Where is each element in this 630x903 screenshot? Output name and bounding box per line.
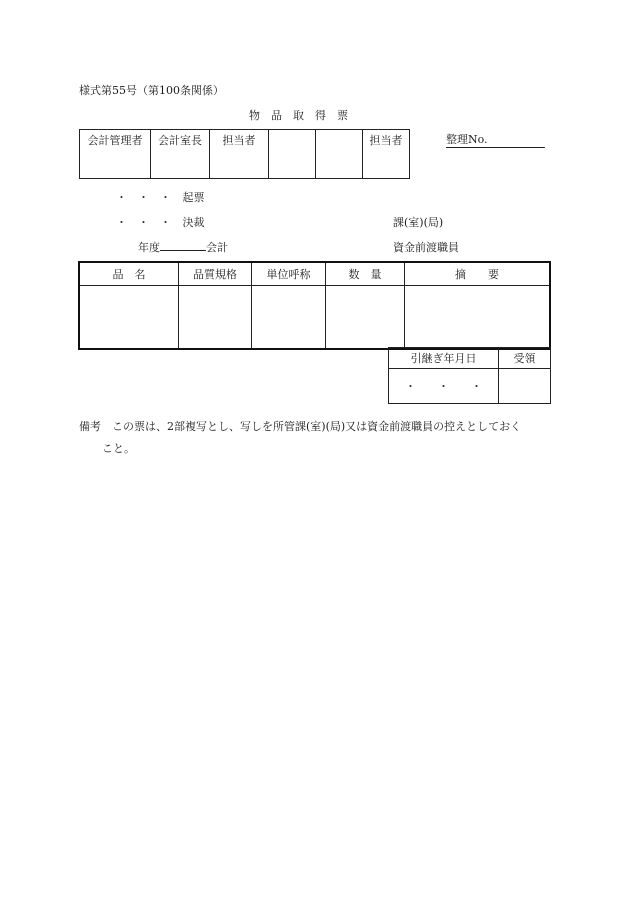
approval-box-blank-2[interactable] <box>316 130 363 179</box>
handover-date-value[interactable]: ・ ・ ・ <box>389 369 499 404</box>
header-summary: 摘 要 <box>405 262 551 286</box>
remarks-text-line2: こと。 <box>102 442 135 455</box>
cell-unit[interactable] <box>252 286 326 350</box>
header-quality-spec: 品質規格 <box>179 262 252 286</box>
cell-quality-spec[interactable] <box>179 286 252 350</box>
handover-date-label: 引継ぎ年月日 <box>389 348 499 369</box>
remarks <box>79 418 521 434</box>
fiscal-year-account-row <box>138 239 228 255</box>
fiscal-year-blank[interactable] <box>160 239 206 251</box>
cell-quantity[interactable] <box>326 286 405 350</box>
receipt-label: 受領 <box>499 348 551 369</box>
receipt-stamp-box[interactable] <box>499 369 551 404</box>
account-label: 会計 <box>206 241 228 254</box>
approval-box-blank-1[interactable] <box>269 130 316 179</box>
form-number: 様式第55号（第100条関係） <box>79 84 224 97</box>
advance-officer-label: 資金前渡職員 <box>393 241 459 254</box>
approval-box-person-in-charge-1[interactable]: 担当者 <box>210 130 269 179</box>
cell-summary[interactable] <box>405 286 551 350</box>
handover-table <box>388 347 551 404</box>
issue-label: 起票 <box>182 191 205 204</box>
issue-date-dots: ・ ・ ・ <box>116 191 171 204</box>
remarks-label: 備考 <box>79 420 101 433</box>
header-item-name: 品 名 <box>79 262 179 286</box>
issue-date-row <box>116 189 205 205</box>
decision-date-row <box>116 214 205 230</box>
department-label: 課(室)(局) <box>393 216 444 229</box>
approval-box-accounting-office-chief[interactable]: 会計室長 <box>151 130 210 179</box>
approval-box-person-in-charge-2[interactable]: 担当者 <box>363 130 410 179</box>
header-unit: 単位呼称 <box>252 262 326 286</box>
approval-stamp-boxes <box>79 129 410 179</box>
approval-box-accounting-manager[interactable]: 会計管理者 <box>80 130 151 179</box>
fiscal-year-label: 年度 <box>138 241 160 254</box>
page-title: 物 品 取 得 票 <box>249 109 348 122</box>
remarks-text-line1: この票は、2部複写とし、写しを所管課(室)(局)又は資金前渡職員の控えとしておく <box>112 420 522 433</box>
decision-label: 決裁 <box>182 216 205 229</box>
decision-date-dots: ・ ・ ・ <box>116 216 171 229</box>
header-quantity: 数 量 <box>326 262 405 286</box>
table-row <box>79 286 550 350</box>
management-number-label: 整理No. <box>446 131 545 148</box>
management-number-field[interactable] <box>446 131 545 148</box>
items-table-header <box>79 262 550 286</box>
cell-item-name[interactable] <box>79 286 179 350</box>
items-table <box>78 261 551 350</box>
